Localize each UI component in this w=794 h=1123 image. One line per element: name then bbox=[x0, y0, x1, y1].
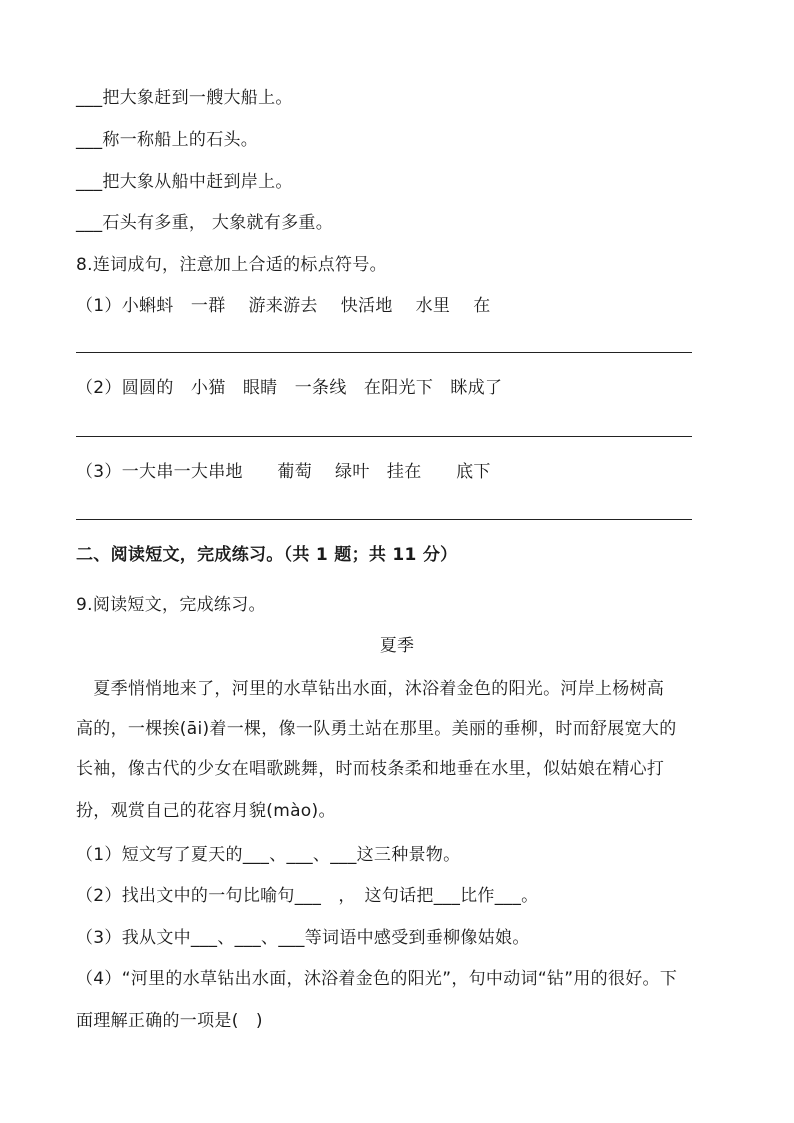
step-2: ___称一称船上的石头。 bbox=[76, 130, 259, 150]
passage-line-2: 高的，一棵挨(āi)着一棵，像一队勇土站在那里。美丽的垂柳，时而舒展宽大的 bbox=[76, 719, 677, 739]
step-4: ___石头有多重， 大象就有多重。 bbox=[76, 213, 334, 233]
q8-item-2: （2）圆圆的 小猫 眼睛 一条线 在阳光下 眯成了 bbox=[76, 378, 503, 398]
q9-sub-4: （4）“河里的水草钻出水面，沐浴着金色的阳光”，句中动词“钻”用的很好。下 bbox=[76, 969, 678, 989]
question-9-title: 9.阅读短文，完成练习。 bbox=[76, 595, 266, 615]
passage-line-1: 夏季悄悄地来了，河里的水草钻出水面，沐浴着金色的阳光。河岸上杨树高 bbox=[76, 679, 665, 699]
q8-item-1: （1）小蝌蚪 一群 游来游去 快活地 水里 在 bbox=[76, 296, 491, 316]
answer-line-2[interactable] bbox=[76, 436, 692, 437]
answer-line-3[interactable] bbox=[76, 519, 692, 520]
q9-sub-1: （1）短文写了夏天的___、___、___这三种景物。 bbox=[76, 845, 461, 865]
answer-line-1[interactable] bbox=[76, 352, 692, 353]
q8-item-3: （3）一大串一大串地 葡萄 绿叶 挂在 底下 bbox=[76, 462, 491, 482]
step-1: ___把大象赶到一艘大船上。 bbox=[76, 88, 293, 108]
passage-line-3: 长袖，像古代的少女在唱歌跳舞，时而枝条柔和地垂在水里，似姑娘在精心打 bbox=[76, 759, 665, 779]
q9-sub-4-cont: 面理解正确的一项是( ) bbox=[76, 1011, 263, 1031]
section-2-heading: 二、阅读短文，完成练习。（共 1 题；共 11 分） bbox=[76, 545, 458, 565]
q9-sub-2: （2）找出文中的一句比喻句___ ， 这句话把___比作___。 bbox=[76, 886, 539, 906]
step-3: ___把大象从船中赶到岸上。 bbox=[76, 172, 293, 192]
passage-title: 夏季 bbox=[379, 636, 415, 656]
passage-line-4: 扮，观赏自己的花容月貌(mào)。 bbox=[76, 801, 336, 821]
question-8-title: 8.连词成句，注意加上合适的标点符号。 bbox=[76, 255, 387, 275]
q9-sub-3: （3）我从文中___、___、___等词语中感受到垂柳像姑娘。 bbox=[76, 928, 530, 948]
